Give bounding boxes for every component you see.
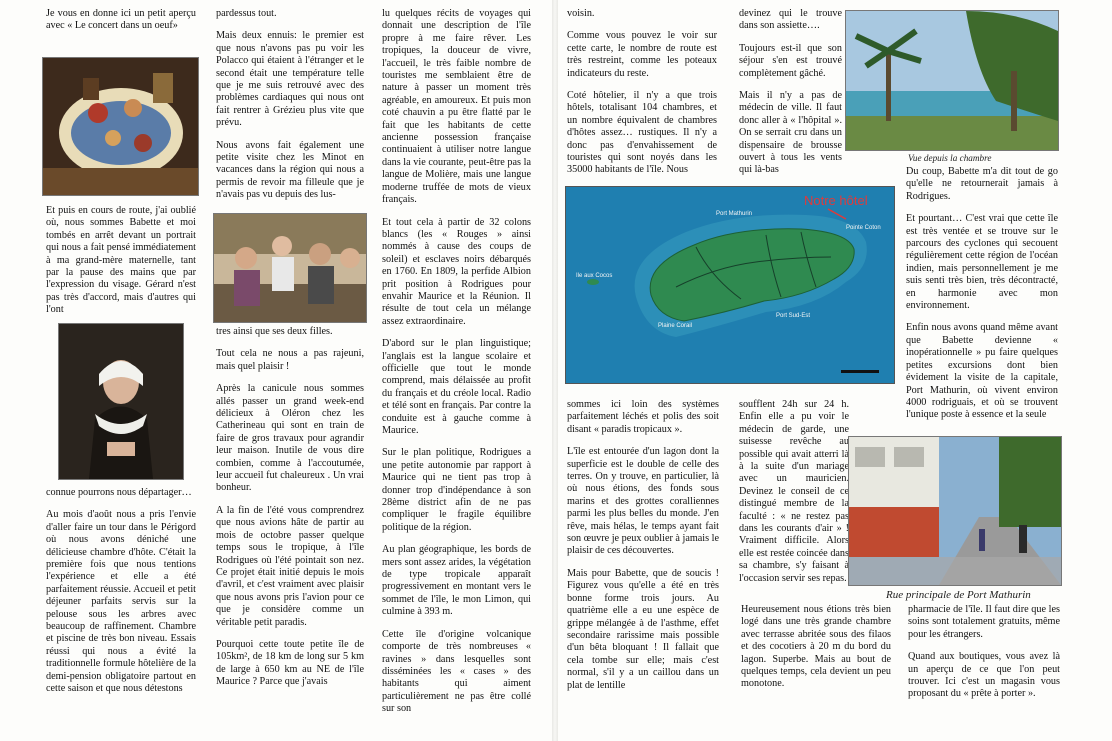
paragraph: pardessus tout. [216,8,277,19]
page-gutter [552,0,558,741]
paragraph: Mais pour Babette, que de soucis ! Figurez vous qu'elle a été en très bonne forme trois jours. Au quatrième elle a eu une espèce de grippe mélangée à de l'asthme, effet secondaire rarissime mais possible d'un bêta bloquant ! Il fallait que cela tombe sur elle; mais c'est normal, s'il y a un caillou dans un plat de lentille [567,567,719,691]
paragraph: Au mois d'août nous a pris l'envie d'aller faire un tour dans le Périgord où nous avons déniché une délicieuse chambre d'hôte. C'était la première fois que nous tentions l'expérience et elle a été parfaitement réussie. Accueil et petit déjeuner parfaits servis sur la pelouse sous les arbres avec beaucoup de raffinement. Chambre et piscine de très bon niveau. Essais réussi qui nous a évité la traditionnelle formule hôtelière de la demi-pension obligatoire partout en cette saison et que nous détestons [46,509,196,695]
paragraph: Enfin nous avons quand même avant que Babette devienne « inopérationnelle » pu faire quelques petites excursions dont bien évidement la visite de la capitale, Port Mathurin, où vivent environ 4000 rodriguais, et où se trouvent l'unique poste à essence et la seule [906,322,1058,421]
street-photo [848,436,1062,586]
column-1-bottom [46,487,196,706]
paragraph: Toujours est-il que son séjour s'en est trouvé complètement gâché. [739,42,842,79]
paragraph: Tout cela ne nous a pas rajeuni, mais quel plaisir ! [216,348,364,372]
paragraph: Au plan géographique, les bords de mers sont assez arides, la végétation de type tropicale apparaît progressivement en montant vers le sommet de l'île, le mon Limon, qui culmine à 393 m. [382,544,531,618]
paragraph: Mais il n'y a pas de médecin de ville. Il faut donc aller à « l'hôpital ». On se serrait cru dans un dispensaire de brousse ouvert à tous les vents qui là-bas [739,90,842,176]
room-view-photo [845,10,1059,151]
column-1-mid [46,205,196,327]
paragraph: A la fin de l'été vous comprendrez que nous avions hâte de partir au mois de octobre passer quelque temps sous le tropique, à l'île Rodrigues où l'été pointait son nez. Ce projet était initié depuis le mois d'avril, et c'est vraiment avec plaisir que nous avons pris l'avion pour ce que je considère comme un véritable petit paradis. [216,504,364,628]
paragraph: connue pourrons nous départager… [46,487,192,498]
column-4-bottom [567,399,719,702]
paragraph: Heureusement nous étions très bien logé dans une très grande chambre avec terrasse abritée sous des filaos et des cocotiers à 20 m du bord du lagon. Superbe. Mais au bout de quelques temps, cela devient un peu monotone. [741,604,891,690]
paragraph: Quand aux boutiques, vous avez là un aperçu de ce que l'on peut trouver. Ici c'est un magasin vous proposant du « prête à porter ». [908,651,1060,700]
island-map-image [565,186,895,384]
paragraph: sommes ici loin des systèmes parfaitement léchés et polis des soit disant « paradis tropicaux ». [567,399,719,435]
paragraph: Et pourtant… C'est vrai que cette île est très ventée et se trouve sur le parcours des cyclones qui secouent régulièrement cette région de l'océan indien, mais personnellement je me suis senti très bien, très décontracté, en harmonie avec mon environnement. [906,213,1058,312]
portrait-image [58,323,184,480]
paragraph: Mais deux ennuis: le premier est que nous n'avons pas pu voir les Polacco qui étaient à l'étranger et le second était une température telle que je me suis retrouvé avec des problèmes cardiaques qui nous ont fait rentrer à Grézieu plus vite que prévu. [216,30,364,129]
paragraph: Pourquoi cette toute petite île de 105km², de 18 km de long sur 5 km de large à 650 km au NE de l'île Maurice ? Parce que j'avais [216,638,364,688]
column-5-mid [739,399,849,595]
paragraph: tres ainsi que ses deux filles. [216,326,333,337]
column-2-top [216,8,364,212]
family-photo-illustration [214,214,366,322]
paragraph: Nous avons fait également une petite visite chez les Minot en vacances dans la région qui nous a permis de revoir ma filleule que je n'avais pas vu depuis des lus- [216,139,364,201]
paragraph: Coté hôtelier, il n'y a que trois hôtels, totalisant 104 chambres, et un nombre équivalent de chambres d'hôtes assez… rustiques. Il n'y a donc pas d'envahissement de touristes qui sont noyés dans les 35000 habitants de l'île. Nous [567,90,717,176]
paragraph: Cette île d'origine volcanique comporte de très nombreuses « ravines » dans lesquelles sont disséminées les « cases » des habitants qui aiment particulièrement ne pas être collé sur son [382,628,531,715]
painting-concert-image [42,57,199,196]
paragraph: Comme vous pouvez le voir sur cette carte, le nombre de route est très restreint, comme les poteaux indicateurs du reste. [567,30,717,79]
portrait-illustration [59,324,183,479]
paragraph: Et puis en cours de route, j'ai oublié où, nous sommes Babette et moi tombés en arrêt devant un portrait qui nous a fait pensé immédiatement à ma grand-mère maternelle, tant par la pause des mains que par l'expression du visage. Gérard n'est pas très d'accord, mais d'autres qui l'ont [46,205,196,316]
street-illustration [849,437,1061,585]
paragraph: Je vous en donne ici un petit aperçu avec « Le concert dans un oeuf» [46,8,196,32]
paragraph: Et tout cela à partir de 32 colons blancs (les « Rouges » ainsi nommés à cause des coups de soleil) et esclaves noirs débarqués en 1760. En 1809, la perfide Albion prit position à Rodrigues pour envahir Maurice et la Réunion. Il résulte de tout cela un mélange assez extraordinaire. [382,216,531,327]
paragraph: Sur le plan politique, Rodrigues a une petite autonomie par rapport à Maurice qui ne tient pas trop à donner trop d'indépendance à son 28ème district afin de ne pas compliquer le fragile équilibre politique de la région. [382,447,531,533]
paragraph: devinez qui le trouve dans son assiette…. [739,8,842,32]
column-3 [382,8,531,733]
map-label-plaine-corail: Plaine Corail [658,323,693,329]
map-label-pointe-coton: Pointe Coton [846,225,881,231]
island-map [566,187,894,383]
paragraph: lu quelques récits de voyages qui donnait une description de l'île propre à me faire rêver. Les tropiques, la douceur de vivre, l'accueil, le très faible nombre de touristes me semblaient être de nature à passer un moment très agréable, en amoureux. Et puis mon coté chauvin a pu être flatté par le fait que les habitants de cette ancienne possession française continuaient à utiliser notre langue dans la vie courante, peut-être pas la langue de Molière, mais une langue moderne truffée de mots de vieux français. [382,8,531,206]
paragraph: Après la canicule nous sommes allés passer un grand week-end délicieux à Oléron chez les Catherineau qui sont en train de faire de gros travaux pour agrandir leur maison. Inutile de vous dire combien, comme à l'accoutumée, leur accueil fut chaleureux . Un vrai bonheur. [216,383,364,494]
map-label-port-sud-est: Port Sud-Est [776,313,811,319]
paragraph: pharmacie de l'île. Il faut dire que les soins sont totalement gratuits, même pour les étrangers. [908,604,1060,640]
caption-street: Rue principale de Port Mathurin [886,589,1031,601]
paragraph: Du coup, Babette m'a dit tout de go qu'elle ne retournerait jamais à Rodrigues. [906,166,1058,202]
column-5-bottom [741,604,891,701]
map-label-port-mathurin: Port Mathurin [716,211,753,217]
painting-illustration [43,58,198,195]
column-1-top [46,8,196,43]
paragraph: L'île est entourée d'un lagon dont la superficie est le double de celle des terres. On y trouve, en particulier, là où nous étions, des fonds sous marins et des grottes coralliennes parmi les plus belles du monde. J'en rêve, mais hélas, le temps ayant fait son œuvre je peux oublier à jamais le plaisir de ces découvertes. [567,446,719,557]
room-view-illustration [846,11,1058,150]
caption-room-view: Vue depuis la chambre [908,153,992,163]
column-2-bottom [216,326,364,699]
column-6-bottom [908,604,1060,711]
column-6-top [906,166,1058,432]
paragraph: voisin. [567,8,595,19]
paragraph: soufflent 24h sur 24 h. Enfin elle a pu voir le médecin de garde, une suisesse revêche au possible qui avait atterri là à la suite d'un mariage avec un mauricien. Devinez le conseil de ce distingué membre de la faculté : « ne restez pas dans les courants d'air » ! Vraiment difficile. Alors elle est restée coincée dans sa chambre, s'y faisant à l'occasion servir ses repas. [739,399,849,584]
column-5-top [739,8,842,187]
paragraph: D'abord sur le plan linguistique; l'anglais est la langue scolaire et officielle que tout le monde comprend, mais délaissée au profit du français et du créole local. Radio et télé sont en français. Par contre la conduite est à gauche comme à Maurice. [382,338,531,436]
family-photo-image [213,213,367,323]
map-title: Notre hôtel [804,193,868,208]
map-label-ile-aux-cocos: Ile aux Cocos [576,273,613,279]
column-4-top [567,8,717,187]
